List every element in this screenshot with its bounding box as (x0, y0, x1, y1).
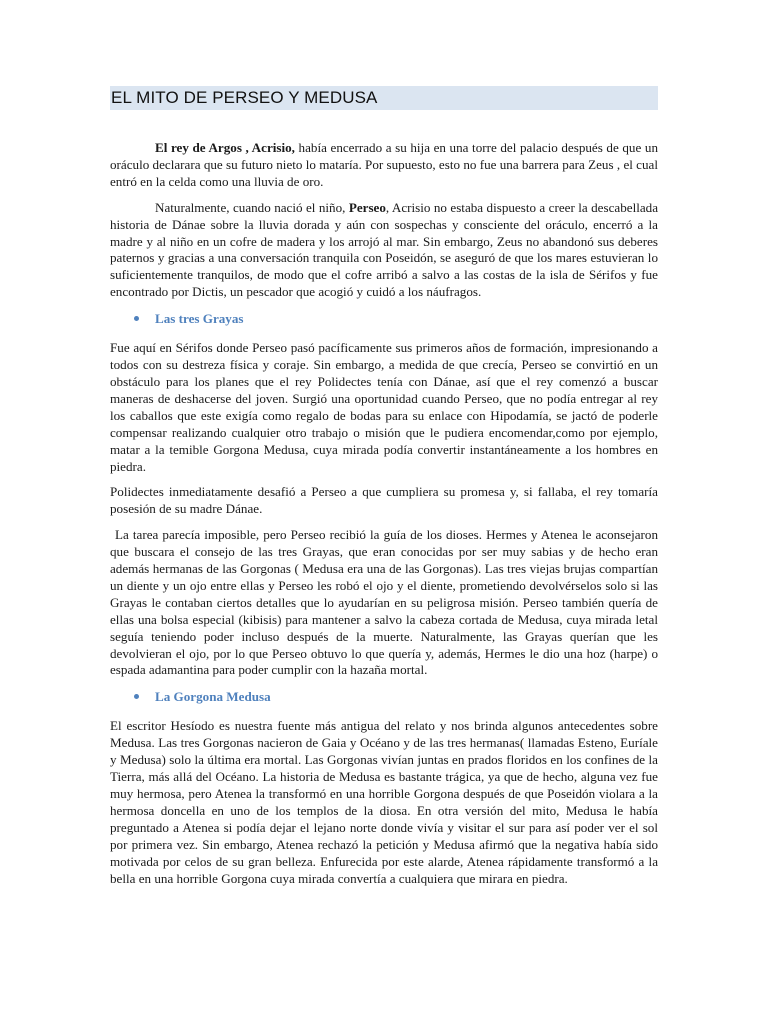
section-heading-label: Las tres Grayas (155, 311, 244, 327)
intro-text: había encerrado a su hija en una torre del palacio después de que un oráculo declarara que su futuro nieto lo mataría. Por supuesto, esto no fue una barrera para Zeus , el cual entró en la celda como una lluvia de oro. (110, 140, 658, 189)
page-title: EL MITO DE PERSEO Y MEDUSA (111, 88, 378, 107)
medusa-paragraph-1: El escritor Hesíodo es nuestra fuente más antigua del relato y nos brinda algunos antecedentes sobre Medusa. Las tres Gorgonas nacieron de Gaia y Océano y de las tres hermanas( llamadas Esteno, Euríale y Medusa) solo la última era mortal. Las Gorgonas vivían juntas en prados floridos en los confines de la Tierra, más allá del Océano. La historia de Medusa es bastante trágica, ya que de hecho, alguna vez fue muy hermosa, pero Atenea la transformó en una horrible Gorgona después de que Poseidón violara a la hermosa doncella en uno de los templos de la diosa. En otra versión del mito, Medusa le había preguntado a Atenea si podía dejar el lejano norte donde vivía y visitar el sur para así poder ver el sol por primera vez. Sin embargo, Atenea rechazó la petición y Medusa afirmó que la negativa había sido motivada por celos de su gran belleza. Enfurecida por este alarde, Atenea rápidamente transformó a la bella en una horrible Gorgona cuya mirada convertía a cualquiera que mirara en piedra. (110, 718, 658, 886)
birth-paragraph (110, 200, 658, 301)
grayas-paragraph-1: Fue aquí en Sérifos donde Perseo pasó pacíficamente sus primeros años de formación, impresionando a todos con su destreza física y coraje. Sin embargo, a medida de que crecía, Perseo se convirtió en un obstáculo para los planes que el rey Polidectes tenía con Dánae, así que el rey comenzó a buscar maneras de deshacerse del joven. Surgió una oportunidad cuando Perseo, que no podía entregar al rey los caballos que este exigía como regalo de bodas para su enlace con Hipodamía, se jactó de poderle compensar realizando cualquier otro trabajo o misión que le pudiera encomendar,como por ejemplo, matar a la temible Gorgona Medusa, cuya mirada podía convertir instantáneamente a los hombres en piedra. (110, 340, 658, 474)
section-heading-label: La Gorgona Medusa (155, 689, 271, 705)
document-body (110, 86, 658, 896)
section-heading-grayas (134, 310, 658, 327)
birth-text-before: Naturalmente, cuando nació el niño, (155, 199, 349, 215)
section-heading-medusa (134, 688, 658, 705)
bullet-icon (134, 694, 139, 699)
perseo-bold: Perseo (348, 199, 386, 215)
intro-bold-lead: El rey de Argos , Acrisio, (155, 140, 295, 155)
intro-paragraph (110, 140, 658, 191)
bullet-icon (134, 316, 139, 321)
grayas-paragraph-3: La tarea parecía imposible, pero Perseo recibió la guía de los dioses. Hermes y Atenea le aconsejaron que buscara el consejo de las tres Grayas, que eran conocidas por ser muy sabias y de hecho eran además hermanas de las Gorgonas ( Medusa era una de las Gorgonas). Las tres viejas brujas compartían un diente y un ojo entre ellas y Perseo les robó el ojo y el diente, prometiendo devolvérselos solo si las Grayas le contaban ciertos detalles que lo ayudarían en su peligrosa misión. Perseo también quería de ellas una bolsa especial (kibisis) para mantener a salvo la cabeza cortada de Medusa, cuya mirada letal seguía teniendo poder incluso después de la muerte. Naturalmente, las Grayas querían que les devolvieran el ojo, por lo que Perseo obtuvo lo que quería y, además, Hermes le dio una hoz (harpe) o espada adamantina para poder cumplir con la hazaña mortal. (110, 527, 658, 678)
title-bar (110, 86, 658, 110)
grayas-paragraph-2: Polidectes inmediatamente desafió a Perseo a que cumpliera su promesa y, si fallaba, el rey tomaría posesión de su madre Dánae. (110, 484, 658, 517)
birth-text-after: , Acrisio no estaba dispuesto a creer la descabellada historia de Dánae sobre la lluvia dorada y aún con sospechas y consciente del oráculo, encerró a la madre y al niño en un cofre de madera y los arrojó al mar. Sin embargo, Zeus no abandonó sus deberes paternos y gracias a una conversación tranquila con Poseidón, se aseguró de que los mares estuvieran lo suficientemente tranquilos, de modo que el cofre arribó a salvo a las costas de la isla de Sérifos y fue encontrado por Dictis, un pescador que acogió y cuidó a los náufragos. (110, 199, 659, 300)
